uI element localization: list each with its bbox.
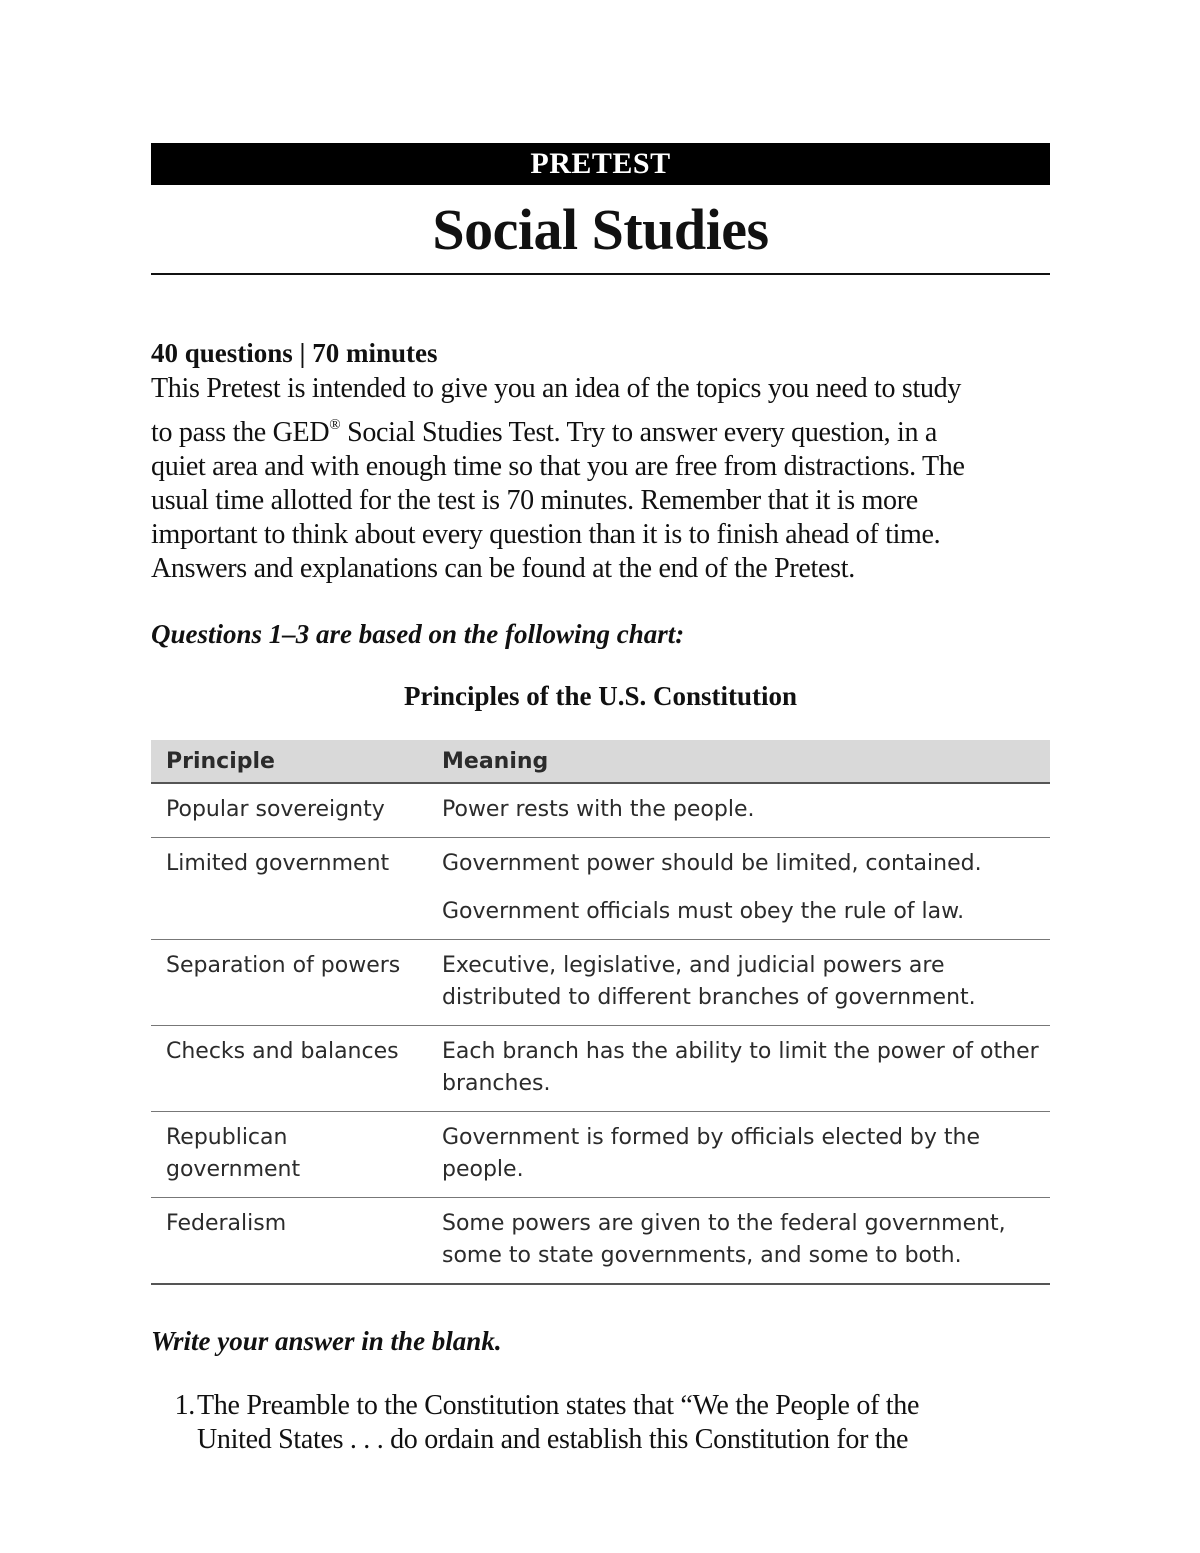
meaning-text: Executive, legislative, and judicial powers are distributed to different branches of government. <box>442 953 976 1010</box>
pretest-banner: PRETEST <box>151 143 1050 185</box>
principle-cell: Federalism <box>151 1198 427 1285</box>
intro-line: This Pretest is intended to give you an idea of the topics you need to study <box>151 373 962 404</box>
meaning-cell <box>427 783 1050 838</box>
principles-table <box>151 740 1050 1285</box>
answer-instruction: Write your answer in the blank. <box>151 1326 502 1356</box>
table-row <box>151 1026 1050 1112</box>
meaning-text: Government power should be limited, contained. <box>442 851 982 876</box>
meaning-cell <box>427 1026 1050 1112</box>
table-header-row <box>151 740 1050 783</box>
meaning-cell <box>427 1112 1050 1198</box>
meaning-text: Some powers are given to the federal government, some to state governments, and some to both. <box>442 1211 1006 1268</box>
page-title: Social Studies <box>151 200 1050 275</box>
question-line: The Preamble to the Constitution states that “We the People of the <box>197 1390 920 1421</box>
intro-line: usual time allotted for the test is 70 minutes. Remember that it is more <box>151 485 918 516</box>
intro-line: quiet area and with enough time so that you are free from distractions. The <box>151 451 965 482</box>
table-title: Principles of the U.S. Constitution <box>403 681 798 711</box>
column-header-principle: Principle <box>151 740 427 783</box>
question-1 <box>151 1389 1050 1457</box>
question-text <box>197 1389 1050 1457</box>
question-line: United States . . . do ordain and establish this Constitution for the <box>197 1424 909 1455</box>
registered-mark: ® <box>329 417 341 433</box>
column-header-meaning: Meaning <box>427 740 1050 783</box>
meaning-text: Government is formed by officials elected by the people. <box>442 1125 980 1182</box>
test-info: 40 questions | 70 minutes <box>151 338 438 368</box>
question-number: 1. <box>174 1390 195 1421</box>
table-row <box>151 940 1050 1026</box>
principle-cell: Popular sovereignty <box>151 783 427 838</box>
meaning-cell <box>427 1198 1050 1285</box>
intro-line: important to think about every question than it is to finish ahead of time. <box>151 519 941 550</box>
principle-cell: Limited government <box>151 838 427 940</box>
intro-line: Answers and explanations can be found at the end of the Pretest. <box>151 553 855 584</box>
meaning-text: Power rests with the people. <box>442 797 755 822</box>
meaning-text: Government officials must obey the rule of law. <box>442 899 965 924</box>
document-page <box>151 143 1050 1457</box>
principle-cell: Checks and balances <box>151 1026 427 1112</box>
intro-line: to pass the GED® Social Studies Test. Try to answer every question, in a <box>151 417 938 448</box>
table-row <box>151 838 1050 940</box>
intro-paragraph <box>151 372 1050 586</box>
meaning-cell <box>427 940 1050 1026</box>
table-row <box>151 1198 1050 1285</box>
table-row <box>151 783 1050 838</box>
principle-cell: Republican government <box>151 1112 427 1198</box>
meaning-text: Each branch has the ability to limit the power of other branches. <box>442 1039 1039 1096</box>
principle-cell: Separation of powers <box>151 940 427 1026</box>
table-row <box>151 1112 1050 1198</box>
meaning-cell <box>427 838 1050 940</box>
chart-intro: Questions 1–3 are based on the following chart: <box>151 619 685 649</box>
table-body <box>151 783 1050 1284</box>
